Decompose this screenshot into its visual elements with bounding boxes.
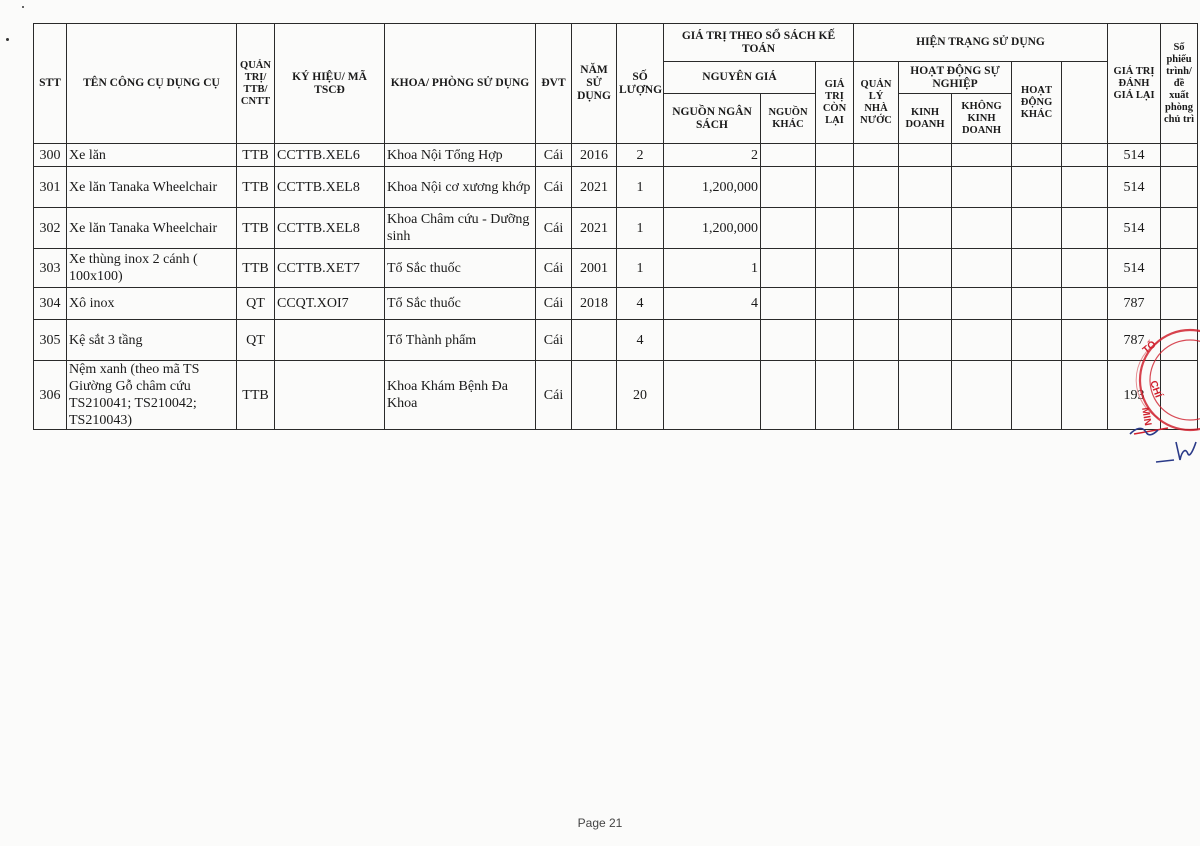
cell-nguon-ngan-sach: 1,200,000: [664, 208, 761, 249]
cell-so-luong: 2: [617, 144, 664, 167]
cell-dvt: Cái: [536, 249, 572, 288]
cell-khoa: Khoa Nội cơ xương khớp: [385, 167, 536, 208]
cell-hoat-dong-khac: [1012, 288, 1062, 320]
cell-quan-ly-nha-nuoc: [854, 249, 899, 288]
header-nguyen-gia: NGUYÊN GIÁ: [664, 62, 816, 94]
cell-nguon-khac: [761, 361, 816, 430]
table-header: [34, 24, 1198, 144]
header-hoat-dong-su-nghiep: HOẠT ĐỘNG SỰ NGHIỆP: [899, 62, 1012, 94]
header-gia-tri-group: GIÁ TRỊ THEO SỔ SÁCH KẾ TOÁN: [664, 24, 854, 62]
svg-text:TỔ: TỔ: [1140, 338, 1159, 357]
cell-gia-tri-danh-gia-lai: [1062, 208, 1108, 249]
cell-hoat-dong-khac: [1012, 320, 1062, 361]
cell-nguon-khac: [761, 144, 816, 167]
svg-text:CHÍ: CHÍ: [1147, 379, 1164, 400]
cell-kinh-doanh: [899, 288, 952, 320]
cell-gia-tri-danh-gia-lai: [1062, 249, 1108, 288]
cell-gia-tri-danh-gia-lai: [1062, 320, 1108, 361]
cell-ten: Nệm xanh (theo mã TS Giường Gỗ châm cứu TS210041; TS210042; TS210043): [67, 361, 237, 430]
cell-so-phieu: 514: [1108, 208, 1161, 249]
cell-khoa: Tổ Thành phẩm: [385, 320, 536, 361]
svg-text:MIN: MIN: [1139, 406, 1154, 427]
scan-speck: [22, 6, 24, 8]
cell-gia-tri-danh-gia-lai: [1062, 361, 1108, 430]
cell-gia-tri-con-lai: [816, 288, 854, 320]
header-kinh-doanh: KINH DOANH: [899, 94, 952, 144]
cell-so-luong: 1: [617, 208, 664, 249]
cell-stt: 301: [34, 167, 67, 208]
cell-ghi-chu: [1161, 288, 1198, 320]
header-nguon-ngan-sach: NGUỒN NGÂN SÁCH: [664, 94, 761, 144]
cell-hoat-dong-khac: [1012, 144, 1062, 167]
cell-quan-ly-nha-nuoc: [854, 144, 899, 167]
cell-dvt: Cái: [536, 361, 572, 430]
cell-hoat-dong-khac: [1012, 361, 1062, 430]
cell-gia-tri-con-lai: [816, 361, 854, 430]
cell-nguon-khac: [761, 288, 816, 320]
cell-nguon-khac: [761, 208, 816, 249]
header-stt: STT: [34, 24, 67, 144]
scan-speck: [6, 38, 9, 41]
header-so-luong: SỐ LƯỢNG: [617, 24, 664, 144]
cell-khong-kinh-doanh: [952, 288, 1012, 320]
cell-nguon-ngan-sach: [664, 361, 761, 430]
cell-ma: [275, 361, 385, 430]
cell-so-phieu: 193: [1108, 361, 1161, 430]
header-ten: TÊN CÔNG CỤ DỤNG CỤ: [67, 24, 237, 144]
cell-khong-kinh-doanh: [952, 167, 1012, 208]
cell-khoa: Tổ Sắc thuốc: [385, 288, 536, 320]
cell-so-luong: 4: [617, 288, 664, 320]
cell-nam: 2016: [572, 144, 617, 167]
cell-ten: Xe lăn: [67, 144, 237, 167]
table-row: [34, 144, 1198, 167]
cell-hoat-dong-khac: [1012, 208, 1062, 249]
cell-kinh-doanh: [899, 167, 952, 208]
cell-stt: 304: [34, 288, 67, 320]
cell-quan-ly-nha-nuoc: [854, 208, 899, 249]
cell-so-luong: 1: [617, 167, 664, 208]
cell-ghi-chu: [1161, 167, 1198, 208]
cell-gia-tri-con-lai: [816, 208, 854, 249]
header-ky-hieu: KÝ HIỆU/ MÃ TSCĐ: [275, 24, 385, 144]
cell-kinh-doanh: [899, 361, 952, 430]
cell-stt: 302: [34, 208, 67, 249]
cell-dvt: Cái: [536, 320, 572, 361]
header-dvt: ĐVT: [536, 24, 572, 144]
cell-ma: CCTTB.XEL8: [275, 167, 385, 208]
cell-khong-kinh-doanh: [952, 249, 1012, 288]
cell-dvt: Cái: [536, 288, 572, 320]
cell-quan-tri: TTB: [237, 249, 275, 288]
cell-ma: CCTTB.XEL8: [275, 208, 385, 249]
cell-khoa: Tổ Sắc thuốc: [385, 249, 536, 288]
cell-kinh-doanh: [899, 208, 952, 249]
cell-so-phieu: 514: [1108, 167, 1161, 208]
cell-ghi-chu: [1161, 144, 1198, 167]
cell-nguon-ngan-sach: 1,200,000: [664, 167, 761, 208]
cell-quan-tri: TTB: [237, 361, 275, 430]
cell-ten: Xe lăn Tanaka Wheelchair: [67, 208, 237, 249]
table-row: [34, 167, 1198, 208]
header-quan-ly-nha-nuoc: QUẢN LÝ NHÀ NƯỚC: [854, 62, 899, 144]
header-nam: NĂM SỬ DỤNG: [572, 24, 617, 144]
cell-dvt: Cái: [536, 144, 572, 167]
table-row: [34, 288, 1198, 320]
cell-nguon-ngan-sach: [664, 320, 761, 361]
cell-so-luong: 20: [617, 361, 664, 430]
cell-nguon-ngan-sach: 4: [664, 288, 761, 320]
cell-nguon-ngan-sach: 2: [664, 144, 761, 167]
cell-gia-tri-con-lai: [816, 167, 854, 208]
page-number: Page 21: [577, 816, 623, 830]
cell-nam: 2021: [572, 208, 617, 249]
header-nguon-khac: NGUỒN KHÁC: [761, 94, 816, 144]
cell-ma: [275, 320, 385, 361]
cell-ma: CCTTB.XET7: [275, 249, 385, 288]
cell-quan-tri: TTB: [237, 144, 275, 167]
signature-icon: [1126, 418, 1200, 468]
cell-gia-tri-danh-gia-lai: [1062, 288, 1108, 320]
cell-khoa: Khoa Khám Bệnh Đa Khoa: [385, 361, 536, 430]
cell-stt: 305: [34, 320, 67, 361]
cell-so-phieu: 514: [1108, 144, 1161, 167]
cell-gia-tri-con-lai: [816, 249, 854, 288]
cell-gia-tri-danh-gia-lai: [1062, 167, 1108, 208]
header-khoa: KHOA/ PHÒNG SỬ DỤNG: [385, 24, 536, 144]
cell-dvt: Cái: [536, 167, 572, 208]
cell-gia-tri-con-lai: [816, 144, 854, 167]
cell-quan-ly-nha-nuoc: [854, 361, 899, 430]
table-body: [34, 144, 1198, 430]
cell-dvt: Cái: [536, 208, 572, 249]
cell-kinh-doanh: [899, 320, 952, 361]
handwritten-signature: [1126, 418, 1200, 468]
cell-nam: 2018: [572, 288, 617, 320]
cell-ma: CCQT.XOI7: [275, 288, 385, 320]
cell-khong-kinh-doanh: [952, 361, 1012, 430]
cell-khoa: Khoa Nội Tổng Hợp: [385, 144, 536, 167]
cell-ten: Xô inox: [67, 288, 237, 320]
cell-quan-tri: QT: [237, 320, 275, 361]
inventory-table: [33, 23, 1198, 430]
cell-ten: Kệ sắt 3 tầng: [67, 320, 237, 361]
header-gia-tri-con-lai: GIÁ TRỊ CÒN LẠI: [816, 62, 854, 144]
cell-quan-tri: TTB: [237, 208, 275, 249]
cell-hoat-dong-khac: [1012, 249, 1062, 288]
cell-nguon-ngan-sach: 1: [664, 249, 761, 288]
cell-nguon-khac: [761, 249, 816, 288]
cell-quan-ly-nha-nuoc: [854, 320, 899, 361]
table-row: [34, 320, 1198, 361]
cell-quan-ly-nha-nuoc: [854, 288, 899, 320]
cell-ten: Xe thùng inox 2 cánh ( 100x100): [67, 249, 237, 288]
cell-khoa: Khoa Châm cứu - Dưỡng sinh: [385, 208, 536, 249]
cell-nguon-khac: [761, 320, 816, 361]
cell-khong-kinh-doanh: [952, 144, 1012, 167]
cell-nam: 2001: [572, 249, 617, 288]
cell-nam: 2021: [572, 167, 617, 208]
cell-gia-tri-danh-gia-lai: [1062, 144, 1108, 167]
cell-quan-tri: TTB: [237, 167, 275, 208]
cell-hoat-dong-khac: [1012, 167, 1062, 208]
cell-ma: CCTTB.XEL6: [275, 144, 385, 167]
header-hien-trang-group: HIỆN TRẠNG SỬ DỤNG: [854, 24, 1108, 62]
table-row: [34, 249, 1198, 288]
cell-so-phieu: 787: [1108, 320, 1161, 361]
cell-gia-tri-con-lai: [816, 320, 854, 361]
cell-nguon-khac: [761, 167, 816, 208]
table-row: [34, 208, 1198, 249]
cell-khong-kinh-doanh: [952, 208, 1012, 249]
cell-so-luong: 1: [617, 249, 664, 288]
cell-nam: [572, 320, 617, 361]
cell-quan-tri: QT: [237, 288, 275, 320]
header-hoat-dong-khac: HOẠT ĐỘNG KHÁC: [1012, 62, 1062, 144]
header-quan-tri: QUẢN TRỊ/ TTB/ CNTT: [237, 24, 275, 144]
cell-nam: [572, 361, 617, 430]
cell-ghi-chu: [1161, 208, 1198, 249]
cell-stt: 303: [34, 249, 67, 288]
table-row: [34, 361, 1198, 430]
header-khong-kinh-doanh: KHÔNG KINH DOANH: [952, 94, 1012, 144]
cell-kinh-doanh: [899, 249, 952, 288]
cell-kinh-doanh: [899, 144, 952, 167]
cell-so-phieu: 514: [1108, 249, 1161, 288]
cell-quan-ly-nha-nuoc: [854, 167, 899, 208]
cell-stt: 306: [34, 361, 67, 430]
cell-stt: 300: [34, 144, 67, 167]
cell-so-phieu: 787: [1108, 288, 1161, 320]
cell-so-luong: 4: [617, 320, 664, 361]
header-so-phieu: Số phiếu trình/ đề xuất phòng chủ trì: [1161, 24, 1198, 144]
cell-khong-kinh-doanh: [952, 320, 1012, 361]
cell-ten: Xe lăn Tanaka Wheelchair: [67, 167, 237, 208]
header-gia-tri-danh-gia-lai: GIÁ TRỊ ĐÁNH GIÁ LẠI: [1108, 24, 1161, 144]
cell-ghi-chu: [1161, 249, 1198, 288]
